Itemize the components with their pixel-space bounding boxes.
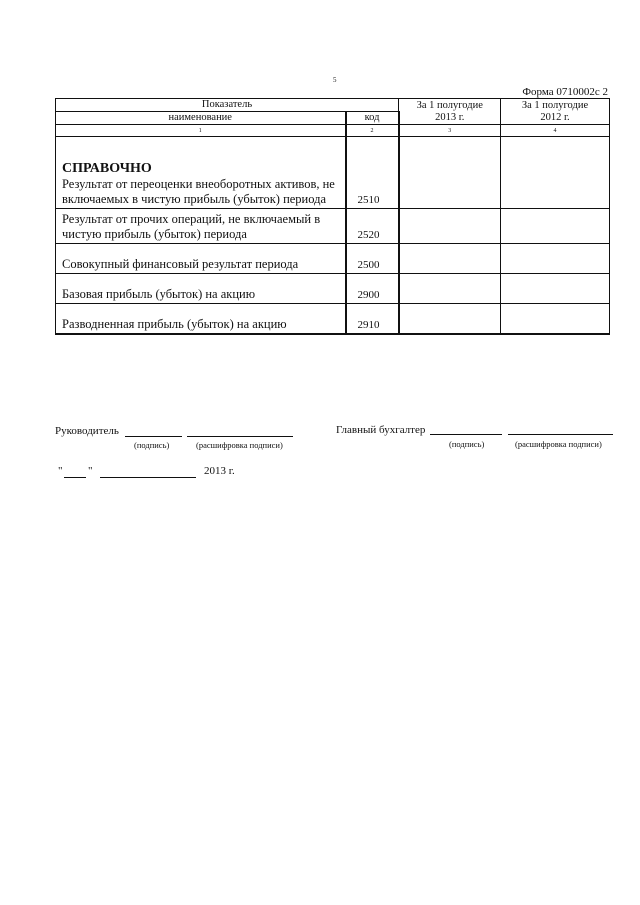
row-code-2520: 2520 xyxy=(346,209,399,244)
form-number: Форма 0710002с 2 xyxy=(522,86,608,98)
accountant-decoding-line[interactable] xyxy=(508,434,613,435)
row-value-2013-2910 xyxy=(399,304,501,334)
row-value-2012-2900 xyxy=(501,274,610,304)
date-day-line[interactable] xyxy=(64,477,86,478)
row-value-2012-2910 xyxy=(501,304,610,334)
head-label: Руководитель xyxy=(55,425,119,437)
row-value-2012-2520 xyxy=(501,209,610,244)
chief-accountant-label: Главный бухгалтер xyxy=(336,424,426,436)
page-number: 5 xyxy=(333,76,337,84)
row-name-2500: Совокупный финансовый результат периода xyxy=(56,244,346,274)
column-number-2: 2 xyxy=(346,125,399,137)
row-value-2012-2510 xyxy=(501,137,610,209)
header-period-2013 xyxy=(399,99,501,125)
report-table xyxy=(55,98,610,335)
row-value-2013-2510 xyxy=(399,137,501,209)
accountant-signature-caption: (подпись) xyxy=(449,439,485,449)
reference-title: СПРАВОЧНО xyxy=(62,161,152,176)
row-name-2520: Результат от прочих операций, не включаемый в чистую прибыль (убыток) периода xyxy=(56,209,346,244)
column-number-4: 4 xyxy=(501,125,610,137)
head-decoding-caption: (расшифровка подписи) xyxy=(196,440,283,450)
row-code-2510: 2510 xyxy=(346,137,399,209)
date-month-line[interactable] xyxy=(100,477,196,478)
date-quote-open: " xyxy=(58,465,63,477)
row-value-2012-2500 xyxy=(501,244,610,274)
header-row-1 xyxy=(56,99,610,112)
column-numbers-row xyxy=(56,125,610,137)
header-period-2012 xyxy=(501,99,610,125)
table-row xyxy=(56,244,610,274)
column-number-1: 1 xyxy=(56,125,346,137)
row-name-2900: Базовая прибыль (убыток) на акцию xyxy=(56,274,346,304)
table-row xyxy=(56,304,610,334)
accountant-decoding-caption: (расшифровка подписи) xyxy=(515,439,602,449)
row-value-2013-2900 xyxy=(399,274,501,304)
date-quote-close: " xyxy=(88,465,93,477)
head-decoding-line[interactable] xyxy=(187,436,293,437)
row-name-2910: Разводненная прибыль (убыток) на акцию xyxy=(56,304,346,334)
row-value-2013-2520 xyxy=(399,209,501,244)
table-row xyxy=(56,274,610,304)
header-period-2012-line1: За 1 полугодие xyxy=(521,99,589,111)
row-code-2500: 2500 xyxy=(346,244,399,274)
accountant-signature-line[interactable] xyxy=(430,434,502,435)
row-name-2510 xyxy=(56,137,346,209)
header-name: наименование xyxy=(56,112,346,125)
table-row xyxy=(56,137,610,209)
row-code-2900: 2900 xyxy=(346,274,399,304)
header-code: код xyxy=(346,112,399,125)
header-period-2012-line2: 2012 г. xyxy=(540,111,570,123)
header-period-2013-line2: 2013 г. xyxy=(435,111,465,123)
date-year: 2013 г. xyxy=(204,465,235,477)
row-name-text-2510: Результат от переоценки внеоборотных активов, не включаемых в чистую прибыль (убыток) периода xyxy=(62,177,335,206)
head-signature-caption: (подпись) xyxy=(134,440,170,450)
table-row xyxy=(56,209,610,244)
row-value-2013-2500 xyxy=(399,244,501,274)
header-period-2013-line1: За 1 полугодие xyxy=(416,99,483,111)
head-signature-line[interactable] xyxy=(125,436,182,437)
row-code-2910: 2910 xyxy=(346,304,399,334)
column-number-3: 3 xyxy=(399,125,501,137)
header-indicator: Показатель xyxy=(56,99,399,112)
